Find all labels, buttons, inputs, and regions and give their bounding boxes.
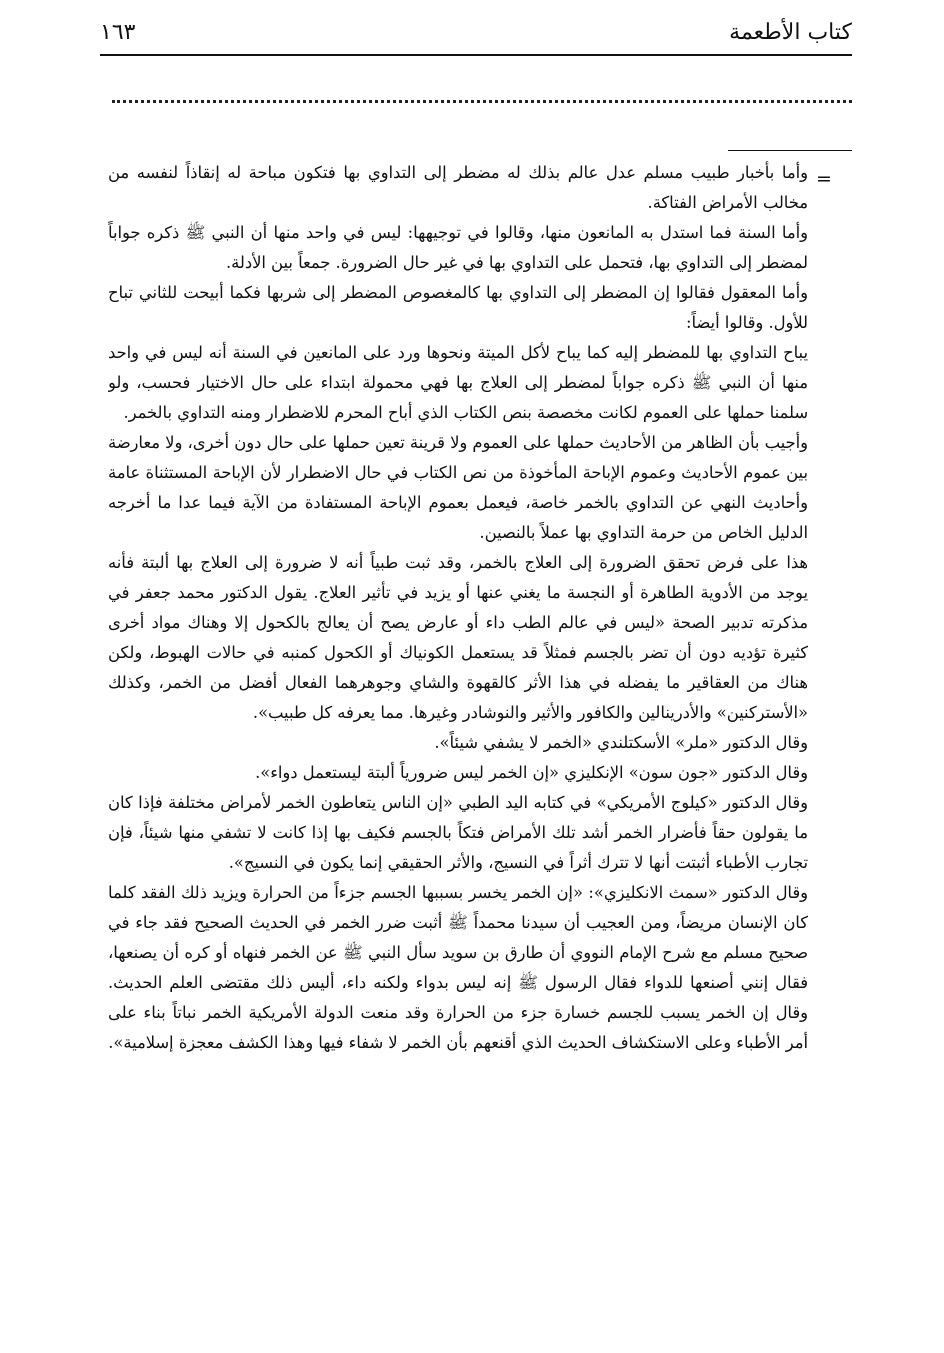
paragraph: وقال الدكتور «كيلوج الأمريكي» في كتابه اليد الطبي «إن الناس يتعاطون الخمر لأمراض مختلفة فإذا كان ما يقولون حقاً فأضرار الخمر أشد تلك الأمراض فتكاً بالجسم فكيف بها إذا كانت لا تشفي منها شيئاً، فإن تجارب الأطباء أثبتت أنها لا تترك أثراً في النسيج، والأثر الحقيقي إنما يكون في النسيج».: [108, 793, 808, 872]
paragraph: وأما السنة فما استدل به المانعون منها، وقالوا في توجيهها: ليس في واحد منها أن النبي ﷺ ذكره جواباً لمضطر إلى التداوي بها، فتحمل على التداوي بها في غير حال الضرورة. جمعاً بين الأدلة.: [108, 223, 808, 272]
running-head: [100, 14, 852, 54]
paragraph: وقال الدكتور «ملر» الأسكتلندي «الخمر لا يشفي شيئاً».: [434, 733, 808, 752]
footnote-rule: [728, 150, 852, 151]
dotted-separator: [112, 100, 852, 103]
paragraph: وأجيب بأن الظاهر من الأحاديث حملها على العموم ولا قرينة تعين حملها على حال دون أخرى، ولا معارضة بين عموم الأحاديث وعموم الإباحة المأخوذة من نص الكتاب في حال الاضطرار لأن الإباحة المستثناة عامة وأحاديث النهي عن التداوي بالخمر خاصة، فيعمل بعموم الإباحة المستفادة من الآية فيما عدا ما أخرجه الدليل الخاص من حرمة التداوي بها عملاً بالنصين.: [108, 433, 808, 542]
paragraph: وقال الدكتور «جون سون» الإنكليزي «إن الخمر ليس ضرورياً ألبتة ليستعمل دواء».: [255, 763, 808, 782]
paragraph: يباح التداوي بها للمضطر إليه كما يباح لأكل الميتة ونحوها ورد على المانعين في السنة أنه ليس في واحد منها أن النبي ﷺ ذكره جواباً لمضطر إلى العلاج بها فهي محمولة ابتداء على حال الاختيار فحسب، ولو سلمنا حملها على العموم لكانت مخصصة بنص الكتاب الذي أباح المحرم للاضطرار ومنه التداوي بالخمر.: [108, 343, 808, 422]
book-title: كتاب الأطعمة: [729, 20, 852, 45]
continuation-mark: =: [816, 168, 832, 190]
header-rule: [100, 54, 852, 56]
paragraph: وأما المعقول فقالوا إن المضطر إلى التداوي بها كالمغصوص المضطر إلى شربها فكما أبيحت للثاني تباح للأول. وقالوا أيضاً:: [108, 283, 808, 332]
footnote-body: [108, 158, 808, 1278]
page-number: ١٦٣: [100, 20, 136, 45]
paragraph: وأما بأخبار طبيب مسلم عدل عالم بذلك له مضطر إلى التداوي بها فتكون مباحة له إنقاذاً لنفسه من مخالب الأمراض الفتاكة.: [108, 163, 808, 212]
paragraph: وقال الدكتور «سمث الانكليزي»: «إن الخمر يخسر بسببها الجسم جزءاً من الحرارة ويزيد ذلك الفقد كلما كان الإنسان مريضاً، ومن العجيب أن سيدنا محمداً ﷺ أثبت ضرر الخمر في الحديث الصحيح فقد جاء في صحيح مسلم مع شرح الإمام النووي أن طارق بن سويد سأل النبي ﷺ عن الخمر فنهاه أو كره أن يصنعها، فقال إنني أصنعها للدواء فقال الرسول ﷺ إنه ليس بدواء ولكنه داء، أليس ذلك مقتضى العلم الحديث. وقال إن الخمر يسبب للجسم خسارة جزء من الحرارة وقد منعت الدولة الأمريكية الخمر نباتاً بناء على أمر الأطباء وعلى الاستكشاف الحديث الذي أقنعهم بأن الخمر لا شفاء فيها وهذا الكشف معجزة إسلامية».: [108, 883, 808, 1052]
paragraph: هذا على فرض تحقق الضرورة إلى العلاج بالخمر، وقد ثبت طبياً أنه لا ضرورة إلى العلاج بها ألبتة فأنه يوجد من الأدوية الطاهرة أو النجسة ما يغني عنها أو يزيد في تأثير العلاج. يقول الدكتور محمد جعفر في مذكرته تدبير الصحة «ليس في عالم الطب داء أو عارض يصح أن يعالج بالكحول إلا وهناك مواد أخرى كثيرة تؤديه دون أن تضر بالجسم فمثلاً قد يستعمل الكونياك أو الكحول كمنبه في حالات الهبوط، ولكن هناك من العقاقير ما يفضله في هذا الأثر كالقهوة والشاي وجوهرهما الفعال أفضل من الخمر، وكذلك «الأستركنين» والأدرينالين والكافور والأثير والنوشادر وغيرها. مما يعرفه كل طبيب».: [108, 553, 808, 722]
